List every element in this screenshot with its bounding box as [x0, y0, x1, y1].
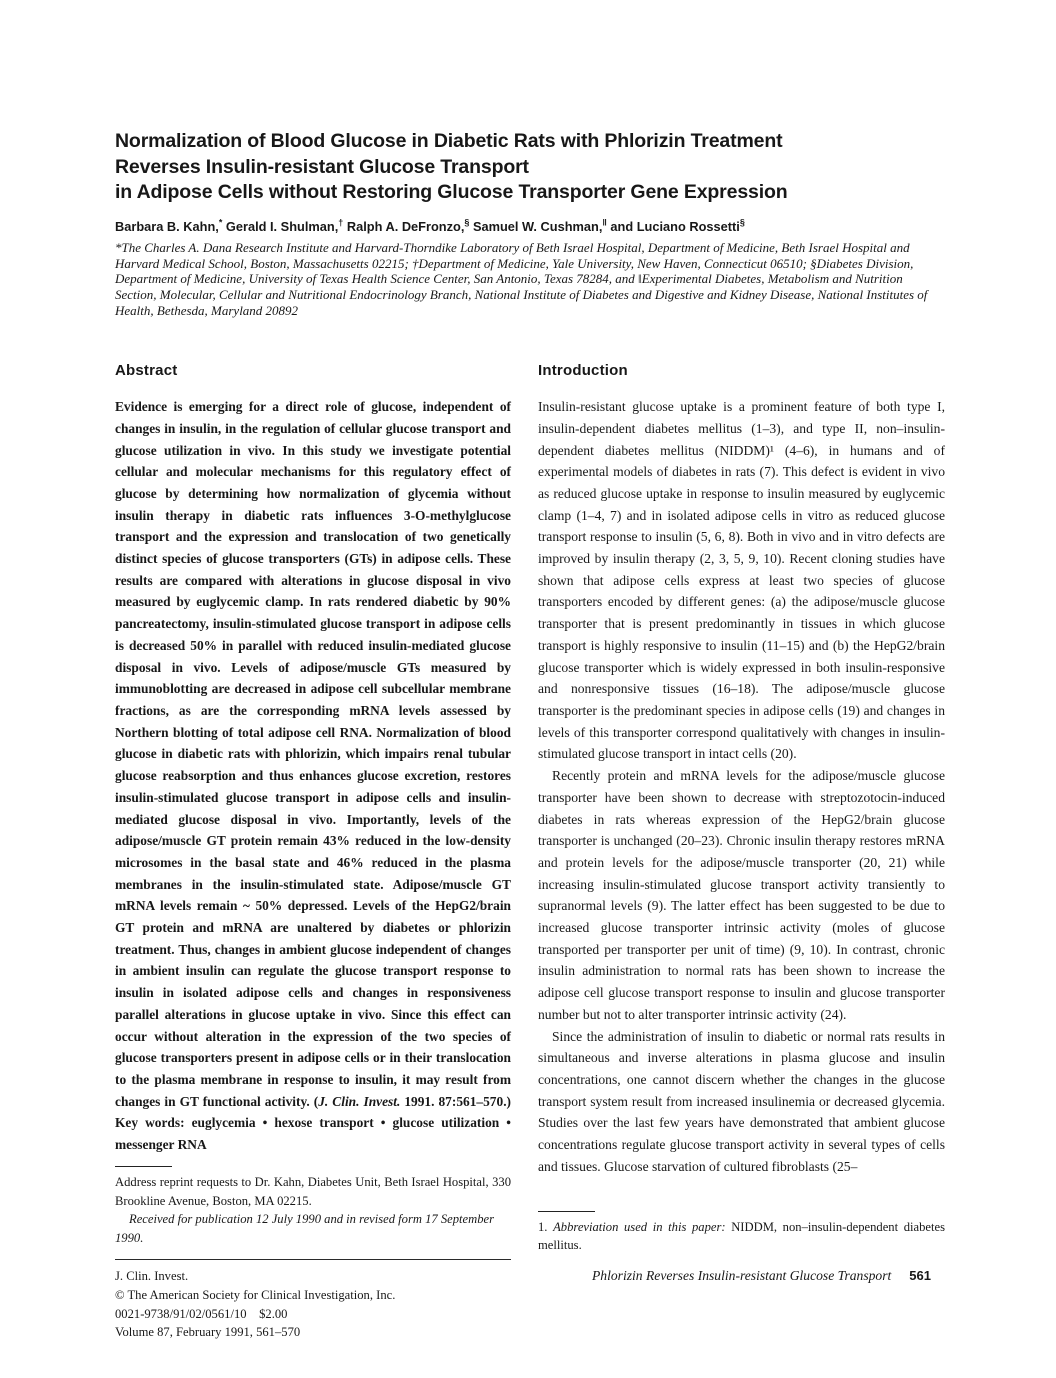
intro-paragraph: Insulin-resistant glucose uptake is a prominent feature of both type I, insulin-dependent diabetes mellitus (1–3), and type II, non–insulin-dependent diabetes mellitus (NIDDM)¹ (4–6), in humans and of experimental models of diabetes in rats (7). This defect is evident in vivo as reduced glucose uptake in response to insulin measured by euglycemic clamp (1–4, 7) and in isolated adipose cells in vitro as reduced glucose transport response to insulin (5, 6, 8). Both in vivo and in vitro defects are improved by insulin therapy (2, 3, 5, 9, 10). Recent cloning studies have shown that adipose cells express at least two species of glucose transporters encoded by different genes: (a) the adipose/muscle glucose transporter that is present predominantly in tissues in which glucose transport is highly responsive to insulin (11–15) and (b) the HepG2/brain glucose transporter which is widely expressed in both insulin-responsive and nonresponsive tissues (16–18). The adipose/muscle glucose transporter is the predominant species in adipose cells (19) and changes in levels of this transporter correspond qualitatively with changes in insulin-stimulated glucose transport in intact cells (20).: [538, 399, 945, 762]
abstract-text-after-citation: 1991. 87:561–570.) Key words: euglycemia • hexose transport • glucose utilization • messenger RNA: [115, 1093, 511, 1153]
article-header: [115, 129, 945, 319]
footnote: [538, 1218, 945, 1256]
title-line: in Adipose Cells without Restoring Glucose Transporter Gene Expression: [115, 181, 788, 204]
running-footer: [538, 1268, 945, 1284]
author-name: Samuel W. Cushman,: [469, 218, 603, 234]
author-name: and Luciano Rossetti: [606, 218, 740, 234]
abstract-heading: Abstract: [115, 362, 178, 380]
author-superscript: †: [338, 217, 344, 228]
footnote-text: NIDDM, non–insulin-dependent diabetes mellitus.: [538, 1219, 945, 1253]
author: [343, 219, 469, 234]
author: [222, 219, 343, 234]
author-superscript: ‖: [602, 217, 607, 228]
two-column-body: [115, 362, 945, 1340]
column-rule: [115, 1259, 511, 1260]
issn-price-line: 0021-9738/91/02/0561/10 $2.00: [115, 1306, 288, 1321]
footnote-separator-rule: [115, 1166, 172, 1167]
author-name: Barbara B. Kahn,: [115, 218, 219, 234]
author: [607, 219, 745, 234]
footnote-separator-rule: [538, 1211, 595, 1212]
title-line: Reverses Insulin-resistant Glucose Transport: [115, 155, 529, 178]
author: [469, 219, 606, 234]
introduction-heading: Introduction: [538, 362, 628, 380]
author-superscript: §: [464, 217, 470, 228]
author-line: [115, 219, 945, 235]
intro-paragraph: Recently protein and mRNA levels for the adipose/muscle glucose transporter have been shown to decrease with streptozotocin-induced diabetes in rats whereas expression of the HepG2/brain glucose transporter is unchanged (20–23). Chronic insulin therapy restores mRNA and protein levels for the adipose/muscle transporter (20, 21) while increasing insulin-stimulated glucose transport activity transiently to supranormal levels (9). The latter effect has been suggested to be due to increased glucose transporter intrinsic activity (moles of glucose transported per transporter per unit of time) (9, 10). In contrast, chronic insulin administration to normal rats has been shown to increase the adipose cell glucose transport response to insulin and glucose transporter number but not to alter transporter intrinsic activity (24).: [538, 768, 945, 1022]
footnote-number: 1.: [538, 1219, 554, 1234]
author-name: Ralph A. DeFronzo,: [343, 218, 465, 234]
affiliations: *The Charles A. Dana Research Institute and Harvard-Thorndike Laboratory of Beth Israel Hospital, Department of Medicine, Beth Israel Hospital and Harvard Medical School, Boston, Massachusetts 02215; †Department of Medicine, Yale University, New Haven, Connecticut 06510; §Diabetes Division, Department of Medicine, University of Texas Health Science Center, San Antonio, Texas 78284, and ‖Experimental Diabetes, Metabolism and Nutrition Section, Molecular, Cellular and Nutritional Endocrinology Branch, National Institute of Diabetes and Digestive and Kidney Disease, National Institutes of Health, Bethesda, Maryland 20892: [115, 239, 928, 319]
journal-name: J. Clin. Invest.: [115, 1268, 189, 1283]
journal-info: [115, 1267, 511, 1342]
article-title: [115, 129, 945, 206]
copyright-line: © The American Society for Clinical Investigation, Inc.: [115, 1287, 396, 1302]
column-right: [538, 362, 945, 1284]
column-left: [115, 362, 511, 1340]
received-note: Received for publication 12 July 1990 and in revised form 17 September 1990.: [115, 1212, 495, 1246]
page-number: 561: [909, 1268, 931, 1284]
author-superscript: *: [218, 217, 223, 228]
title-line: Normalization of Blood Glucose in Diabetic Rats with Phlorizin Treatment: [115, 130, 783, 153]
reprint-block: [115, 1166, 511, 1248]
intro-paragraph: Since the administration of insulin to diabetic or normal rats results in simultaneous and inverse alterations in plasma glucose and insulin concentrations, one cannot discern whether the changes in the glucose transport system result from increased insulinemia or decreased glycemia. Studies over the last few years have demonstrated that ambient glucose concentrations regulate glucose transport activity in several types of cells and tissues. Glucose starvation of cultured fibroblasts (25–: [538, 1028, 945, 1174]
author: [115, 219, 222, 234]
volume-line: Volume 87, February 1991, 561–570: [115, 1325, 301, 1340]
running-title: Phlorizin Reverses Insulin-resistant Glucose Transport: [591, 1268, 892, 1284]
abstract-text: Evidence is emerging for a direct role of glucose, independent of changes in insulin, in the regulation of cellular glucose transport and glucose utilization in vivo. In this study we investigate potential cellular and molecular mechanisms for this regulatory effect of glucose by determining how normalization of glycemia without insulin therapy in diabetic rats influences 3-O-methylglucose transport and the expression and translocation of two genetically distinct species of glucose transporters (GTs) in adipose cells. These results are compared with alterations in glucose disposal in vivo measured by euglycemic clamp. In rats rendered diabetic by 90% pancreatectomy, insulin-stimulated glucose transport in adipose cells is decreased 50% in parallel with reduced insulin-mediated glucose disposal in vivo. Levels of adipose/muscle GTs measured by immunoblotting are decreased in adipose cell subcellular membrane fractions, as are the corresponding mRNA levels assessed by Northern blotting of total adipose cell RNA. Normalization of blood glucose in diabetic rats with phlorizin, which impairs renal tubular glucose reabsorption and thus enhances glucose excretion, restores insulin-stimulated glucose transport in adipose cells and insulin-mediated glucose disposal in vivo. Importantly, levels of the adipose/muscle GT protein remain 43% reduced in the low-density microsomes in the basal state and 46% reduced in the plasma membranes in the insulin-stimulated state. Adipose/muscle GT mRNA levels remain ~ 50% depressed. Levels of the HepG2/brain GT protein and mRNA are unaltered by diabetes or phlorizin treatment. Thus, changes in ambient glucose independent of changes in ambient insulin can regulate the glucose transport response to insulin in isolated adipose cells and changes in responsiveness parallel alterations in glucose uptake in vivo. Since this effect can occur without alteration in the expression of the two species of glucose transporters present in adipose cells or in their translocation to the plasma membrane in response to insulin, it may result from changes in GT functional activity. (: [115, 399, 511, 1109]
journal-citation: J. Clin. Invest.: [318, 1093, 401, 1109]
reprint-address: Address reprint requests to Dr. Kahn, Diabetes Unit, Beth Israel Hospital, 330 Brookline Avenue, Boston, MA 02215.: [115, 1174, 511, 1208]
right-column-footer: [538, 1211, 945, 1285]
author-name: Gerald I. Shulman,: [222, 218, 339, 234]
author-superscript: §: [739, 217, 745, 228]
footnote-label: Abbreviation used in this paper:: [553, 1219, 726, 1234]
abstract-body: [115, 396, 511, 1156]
